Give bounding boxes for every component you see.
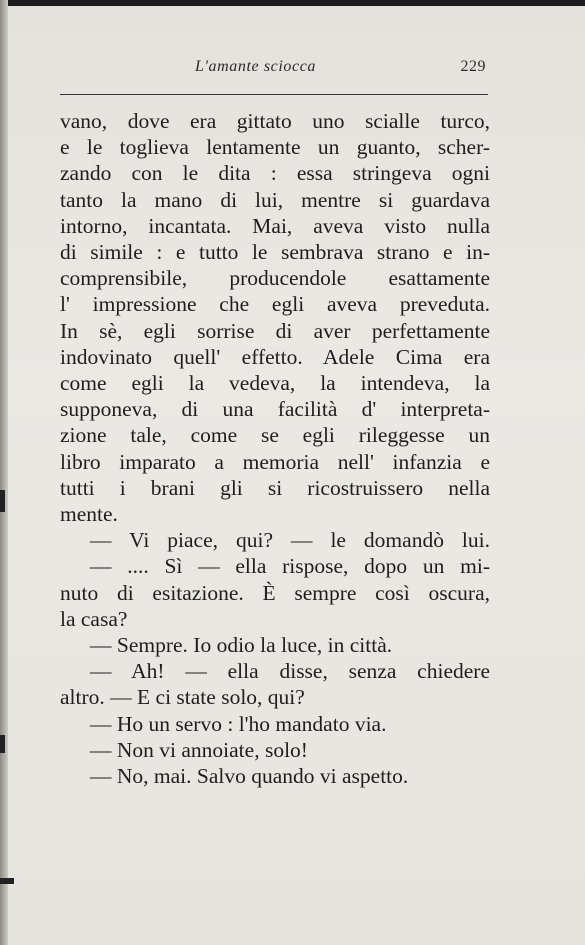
- text-line: — Ho un servo : l'ho mandato via.: [90, 711, 387, 736]
- text-line: — Non vi annoiate, solo!: [90, 737, 308, 762]
- text-line: indovinato quell' effetto. Adele Cima era: [60, 344, 490, 369]
- text-line: di simile : e tutto le sembrava strano e in-: [60, 240, 490, 265]
- text-line: zione tale, come se egli rileggesse un: [60, 423, 490, 448]
- text-line: intorno, incantata. Mai, aveva visto nulla: [60, 213, 490, 238]
- text-line: zando con le dita : essa stringeva ogni: [60, 161, 490, 186]
- text-line: mente.: [60, 502, 118, 527]
- text-line: l' impressione che egli aveva preveduta.: [60, 292, 490, 317]
- text-line: tanto la mano di lui, mentre si guardava: [60, 187, 490, 212]
- page-top-edge: [0, 0, 585, 6]
- margin-mark: [0, 878, 14, 884]
- text-line: nuto di esitazione. È sempre così oscura,: [60, 580, 490, 605]
- page-number: 229: [460, 58, 486, 75]
- running-head-title: L'amante sciocca: [195, 58, 316, 75]
- margin-mark: [0, 490, 5, 512]
- header-rule: [60, 94, 488, 95]
- running-head: [60, 58, 486, 82]
- text-line: In sè, egli sorrise di aver perfettamente: [60, 318, 490, 343]
- page-left-edge: [0, 0, 8, 945]
- text-line: tutti i brani gli si ricostruissero nella: [60, 475, 490, 500]
- text-line: e le toglieva lentamente un guanto, scher-: [60, 135, 490, 160]
- text-line: altro. — E ci state solo, qui?: [60, 685, 305, 710]
- text-line: — .... Sì — ella rispose, dopo un mi-: [90, 554, 490, 579]
- text-line: supponeva, di una facilità d' interpreta-: [60, 397, 490, 422]
- text-line: — Sempre. Io odio la luce, in città.: [90, 633, 393, 658]
- text-line: — Ah! — ella disse, senza chiedere: [90, 659, 490, 684]
- text-line: — Vi piace, qui? — le domandò lui.: [90, 528, 490, 553]
- body-text: [60, 108, 490, 789]
- text-line: — No, mai. Salvo quando vi aspetto.: [90, 764, 409, 789]
- text-line: come egli la vedeva, la intendeva, la: [60, 371, 490, 396]
- text-line: comprensibile, producendole esattamente: [60, 266, 490, 291]
- text-line: vano, dove era gittato uno scialle turco,: [60, 109, 490, 133]
- text-line: la casa?: [60, 606, 128, 631]
- margin-mark: [0, 735, 5, 753]
- text-line: libro imparato a memoria nell' infanzia e: [60, 449, 490, 474]
